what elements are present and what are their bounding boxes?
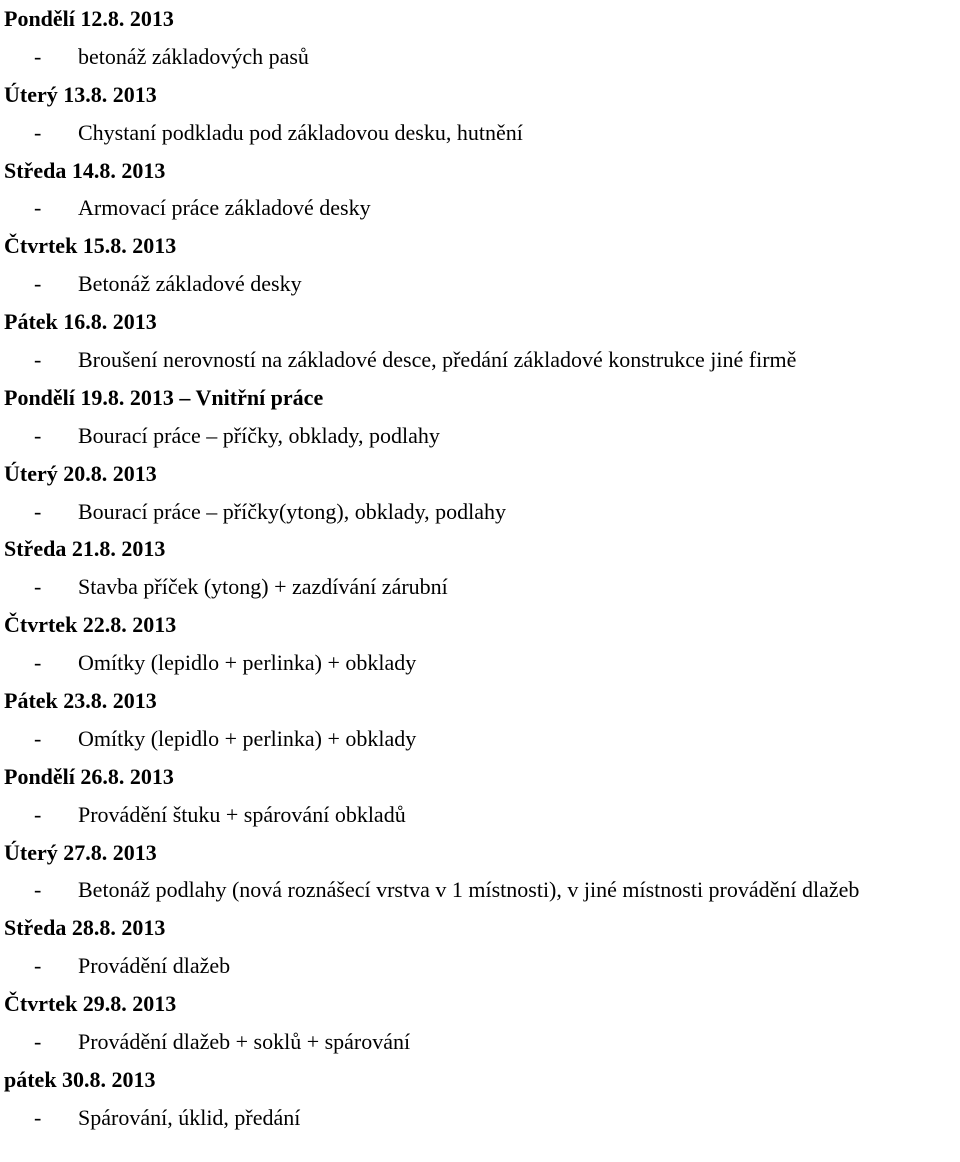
- task-item: [0, 493, 960, 531]
- task-item: [0, 871, 960, 909]
- bullet-dash: -: [34, 725, 42, 751]
- task-text: Bourací práce – příčky(ytong), obklady, podlahy: [78, 498, 507, 524]
- day-heading: Středa 28.8. 2013: [4, 915, 166, 941]
- task-item: [0, 189, 960, 227]
- task-item: [0, 796, 960, 834]
- bullet-dash: -: [34, 1029, 42, 1055]
- task-text: Bourací práce – příčky, obklady, podlahy: [78, 422, 440, 448]
- task-item: [0, 720, 960, 758]
- day-heading: Čtvrtek 15.8. 2013: [4, 233, 177, 259]
- task-item: [0, 644, 960, 682]
- task-text: Omítky (lepidlo + perlinka) + obklady: [78, 650, 417, 676]
- day-heading: Pondělí 19.8. 2013 – Vnitřní práce: [4, 384, 324, 410]
- task-text: Chystaní podkladu pod základovou desku, hutnění: [78, 119, 523, 145]
- bullet-dash: -: [34, 650, 42, 676]
- bullet-dash: -: [34, 801, 42, 827]
- day-heading: Pondělí 12.8. 2013: [4, 6, 174, 31]
- task-text: Broušení nerovností na základové desce, předání základové konstrukce jiné firmě: [78, 347, 797, 373]
- task-text: Armovací práce základové desky: [78, 195, 371, 221]
- task-text: Provádění dlažeb + soklů + spárování: [78, 1029, 411, 1055]
- day-heading: Úterý 20.8. 2013: [4, 460, 157, 486]
- day-heading: Pátek 16.8. 2013: [4, 309, 157, 335]
- bullet-dash: -: [34, 498, 42, 524]
- task-text: Betonáž podlahy (nová roznášecí vrstva v 1 místnosti), v jiné místnosti provádění dlažeb: [78, 877, 860, 903]
- day-heading: Pátek 23.8. 2013: [4, 688, 157, 714]
- task-item: [0, 568, 960, 606]
- bullet-dash: -: [34, 574, 42, 600]
- day-heading: pátek 30.8. 2013: [4, 1066, 156, 1092]
- bullet-dash: -: [34, 43, 42, 69]
- day-heading: Čtvrtek 29.8. 2013: [4, 991, 177, 1017]
- task-item: [0, 265, 960, 303]
- task-text: Omítky (lepidlo + perlinka) + obklady: [78, 725, 417, 751]
- day-heading: Úterý 27.8. 2013: [4, 839, 157, 865]
- bullet-dash: -: [34, 347, 42, 373]
- task-item: [0, 417, 960, 455]
- task-item: [0, 947, 960, 985]
- bullet-dash: -: [34, 1104, 42, 1130]
- task-text: Spárování, úklid, předání: [78, 1104, 301, 1130]
- bullet-dash: -: [34, 422, 42, 448]
- day-heading: Čtvrtek 22.8. 2013: [4, 612, 177, 638]
- task-text: Provádění štuku + spárování obkladů: [78, 801, 406, 827]
- bullet-dash: -: [34, 195, 42, 221]
- bullet-dash: -: [34, 877, 42, 903]
- bullet-dash: -: [34, 119, 42, 145]
- day-heading: Úterý 13.8. 2013: [4, 81, 157, 107]
- task-item: [0, 1023, 960, 1061]
- task-text: Provádění dlažeb: [78, 953, 231, 979]
- task-item: [0, 38, 960, 76]
- day-heading: Středa 21.8. 2013: [4, 536, 166, 562]
- bullet-dash: -: [34, 953, 42, 979]
- task-text: Stavba příček (ytong) + zazdívání zárubní: [78, 574, 448, 600]
- day-heading: Pondělí 26.8. 2013: [4, 763, 174, 789]
- day-heading: Středa 14.8. 2013: [4, 157, 166, 183]
- task-text: Betonáž základové desky: [78, 271, 302, 297]
- task-item: [0, 341, 960, 379]
- bullet-dash: -: [34, 271, 42, 297]
- task-text: betonáž základových pasů: [78, 43, 309, 69]
- task-item: [0, 1099, 960, 1137]
- task-item: [0, 114, 960, 152]
